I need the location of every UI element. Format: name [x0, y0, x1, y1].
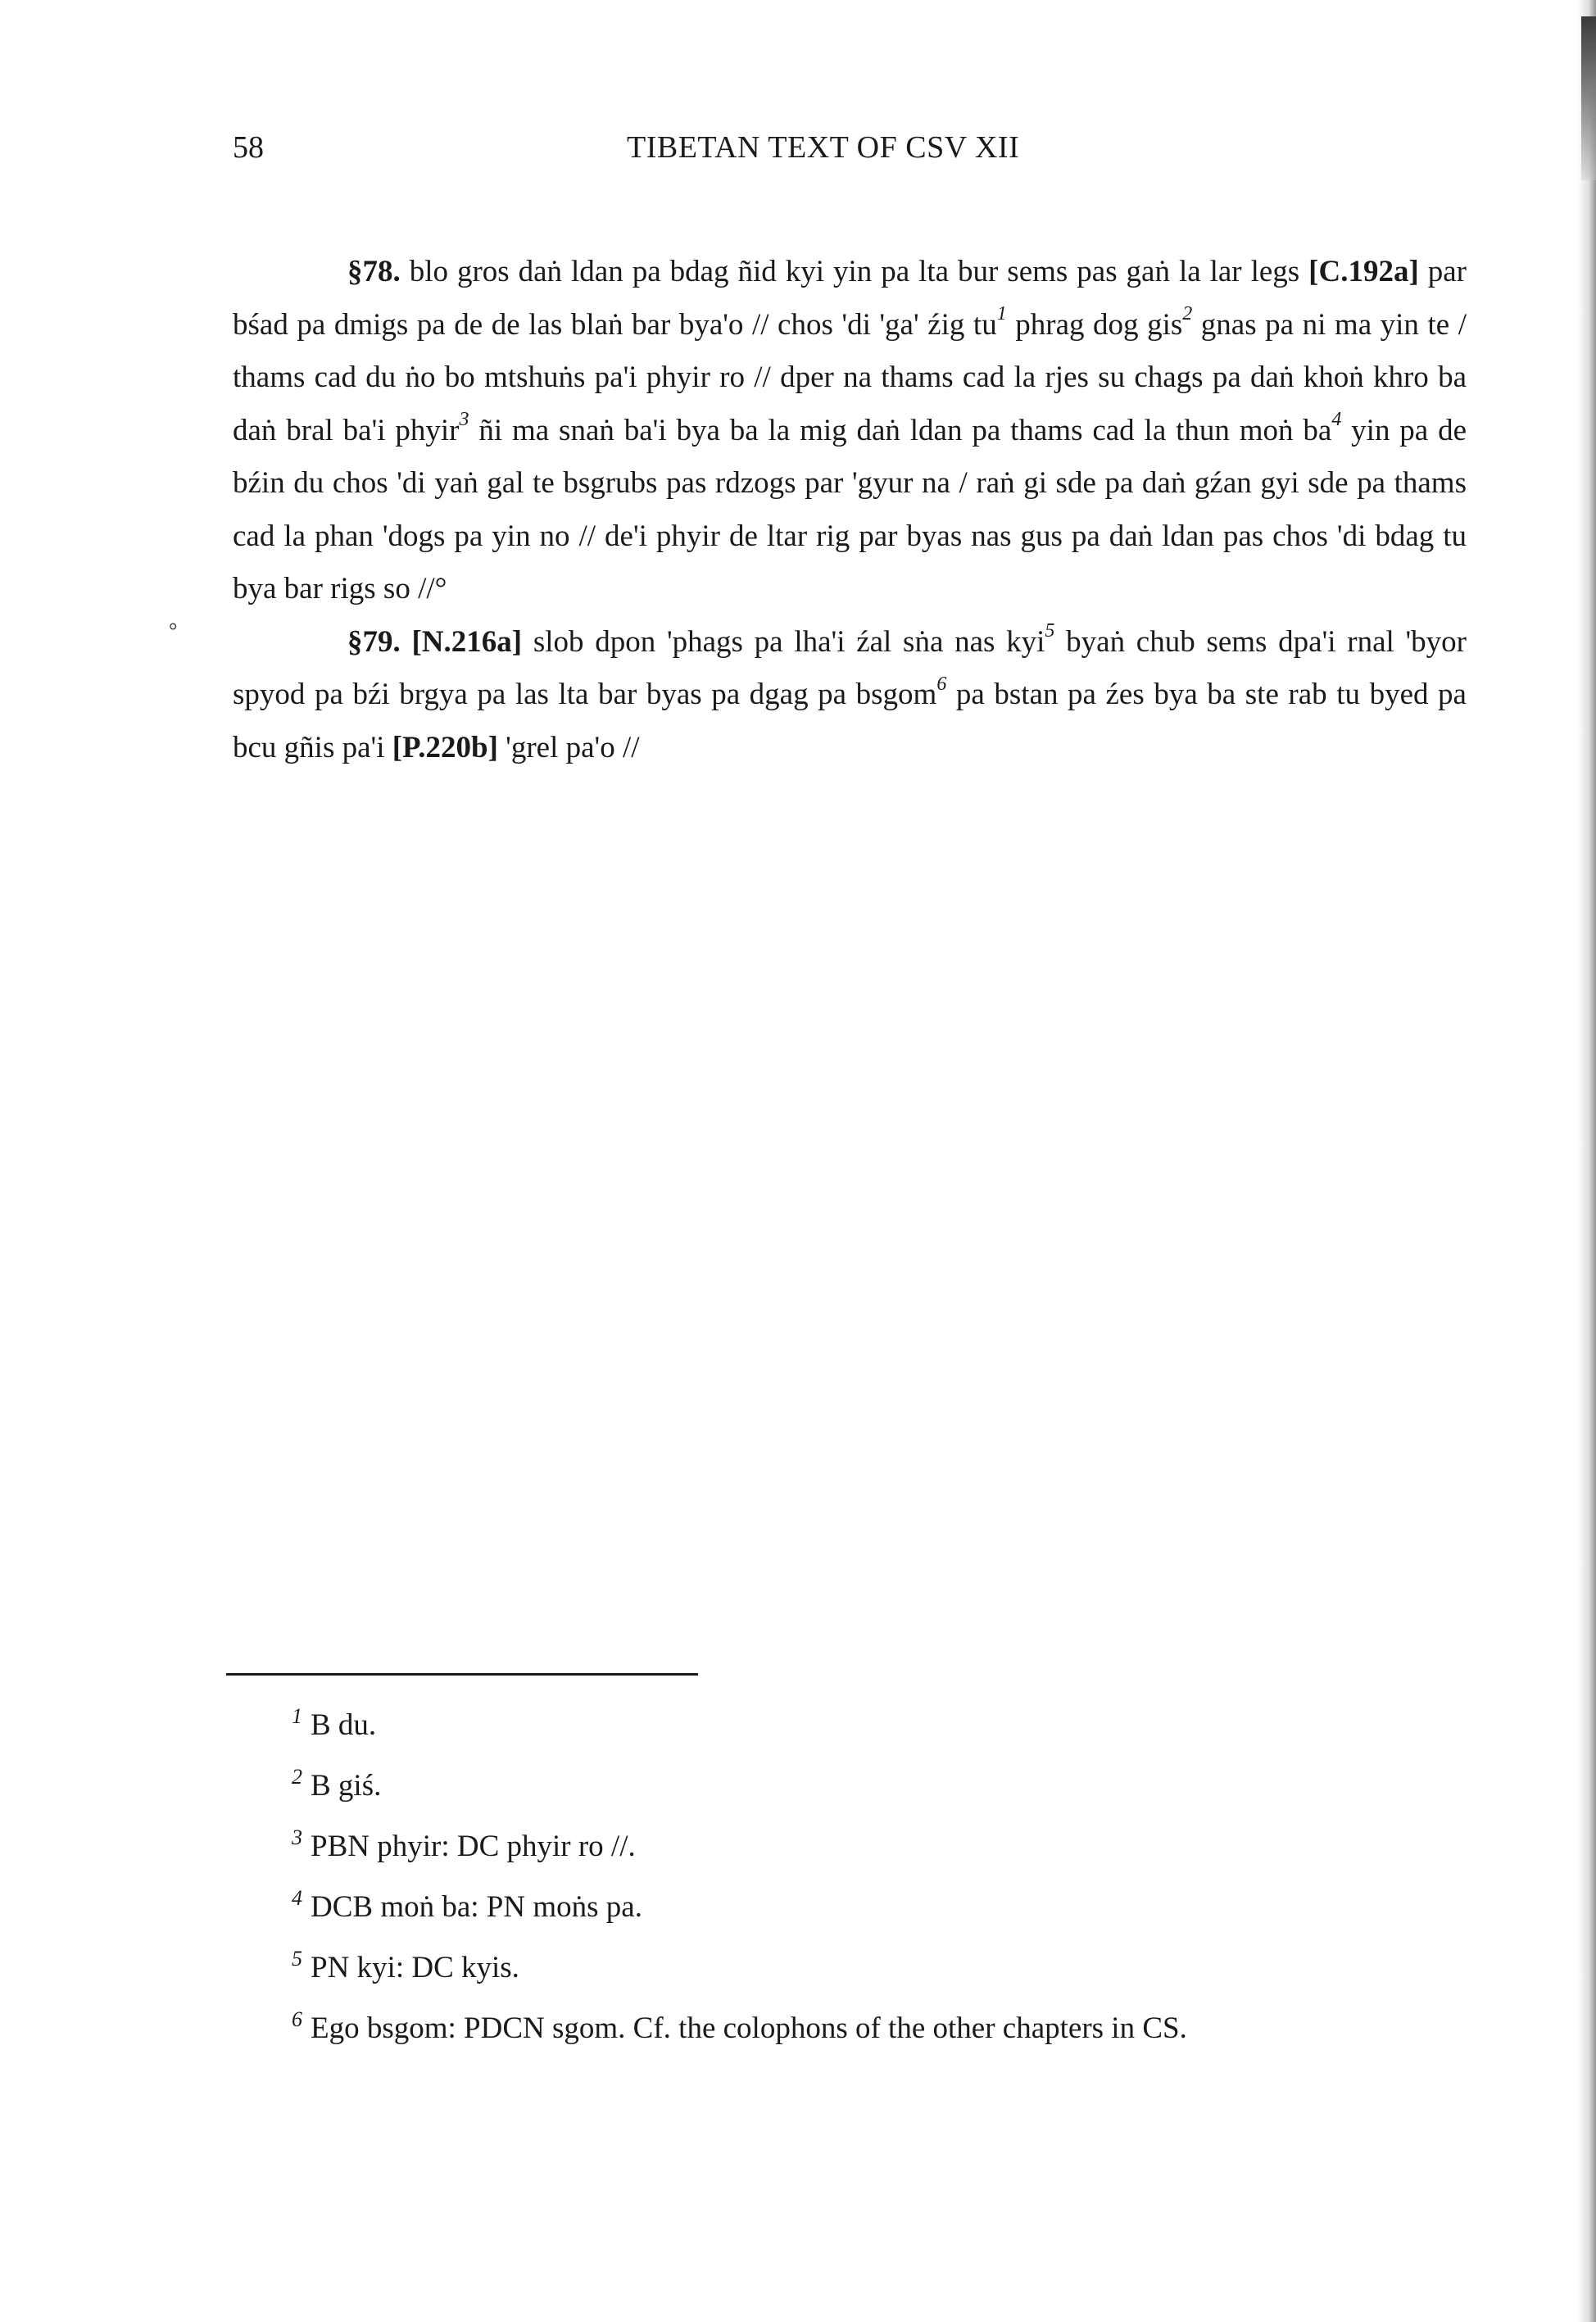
footnote-number: 5	[292, 1947, 302, 1971]
footnote	[292, 1878, 1455, 1939]
page-number: 58	[233, 130, 264, 165]
main-text	[233, 246, 1467, 774]
folio-reference: [N.216a]	[411, 624, 523, 659]
text-run: yin pa de bźin du chos 'di yaṅ gal te bsgrubs pas rdzogs par 'gyur na / raṅ gi sde pa daṅ gźan gyi sde pa thams cad la phan 'dogs pa yin no // de'i phyir de ltar rig par byas nas gus pa daṅ ldan pas chos 'di bdag tu bya bar rigs so //°	[233, 413, 1467, 605]
footnote-text: PBN phyir: DC phyir ro //.	[311, 1830, 636, 1863]
footnote-number: 6	[292, 2007, 302, 2031]
binding-edge-mark	[1581, 16, 1596, 180]
footnote-number: 4	[292, 1886, 302, 1910]
text-run: blo gros daṅ ldan pa bdag ñid kyi yin pa lta bur sems pas gaṅ la lar legs	[400, 255, 1309, 288]
text-run: slob dpon 'phags pa lha'i źal sṅa nas kyi	[522, 624, 1045, 659]
text-run: pa bstan pa źes bya ba ste rab tu byed pa bcu gñis pa'i	[233, 678, 1467, 764]
footnote-marker[interactable]: 3	[459, 409, 469, 431]
text-run: ñi ma snaṅ ba'i bya ba la mig daṅ ldan pa thams cad la thun moṅ ba	[469, 413, 1332, 447]
folio-reference: [C.192a]	[1308, 255, 1419, 288]
text-run: par bśad pa dmigs pa de de las blaṅ bar bya'o // chos 'di 'ga' źig tu	[233, 255, 1467, 342]
footnote-number: 1	[292, 1704, 302, 1728]
footnote-divider	[226, 1673, 698, 1676]
text-run: 'grel pa'o //	[497, 730, 640, 764]
footnote	[292, 1999, 1455, 2060]
footnote	[292, 1696, 1455, 1757]
footnote-number: 3	[292, 1825, 302, 1849]
footnote-marker[interactable]: 5	[1045, 620, 1055, 642]
footnote-text: PN kyi: DC kyis.	[311, 1951, 519, 1984]
paragraph-78	[233, 246, 1467, 616]
footnote	[292, 1817, 1455, 1878]
section-number: §79.	[347, 624, 401, 659]
margin-mark: °	[169, 619, 178, 642]
footnote-marker[interactable]: 6	[936, 673, 947, 695]
page-edge-shadow	[1578, 0, 1596, 2322]
paragraph-79	[233, 616, 1467, 775]
footnote-text: Ego bsgom: PDCN sgom. Cf. the colophons of the other chapters in CS.	[311, 2011, 1187, 2045]
folio-reference: [P.220b]	[392, 730, 498, 764]
footnote	[292, 1939, 1455, 1999]
footnote-text: DCB moṅ ba: PN moṅs pa.	[311, 1890, 642, 1924]
footnotes	[292, 1696, 1455, 2060]
footnote	[292, 1757, 1455, 1817]
footnote-text: B giś.	[311, 1769, 382, 1803]
footnote-marker[interactable]: 4	[1331, 409, 1342, 431]
running-title: TIBETAN TEXT OF CSV XII	[627, 130, 1020, 165]
footnote-number: 2	[292, 1765, 302, 1789]
footnote-marker[interactable]: 1	[996, 303, 1007, 325]
text-run: byaṅ chub sems dpa'i rnal 'byor spyod pa bźi brgya pa las lta bar byas pa dgag pa bsgom	[233, 624, 1467, 711]
footnote-text: B du.	[311, 1708, 377, 1742]
section-number: §78.	[347, 255, 401, 288]
footnote-marker[interactable]: 2	[1182, 303, 1193, 325]
text-run: phrag dog gis	[1006, 307, 1183, 342]
text-run: gnas pa ni ma yin te / thams cad du ṅo bo mtshuṅs pa'i phyir ro // dper na thams cad la rjes su chags pa daṅ khoṅ khro ba daṅ bral ba'i phyir	[233, 307, 1467, 447]
